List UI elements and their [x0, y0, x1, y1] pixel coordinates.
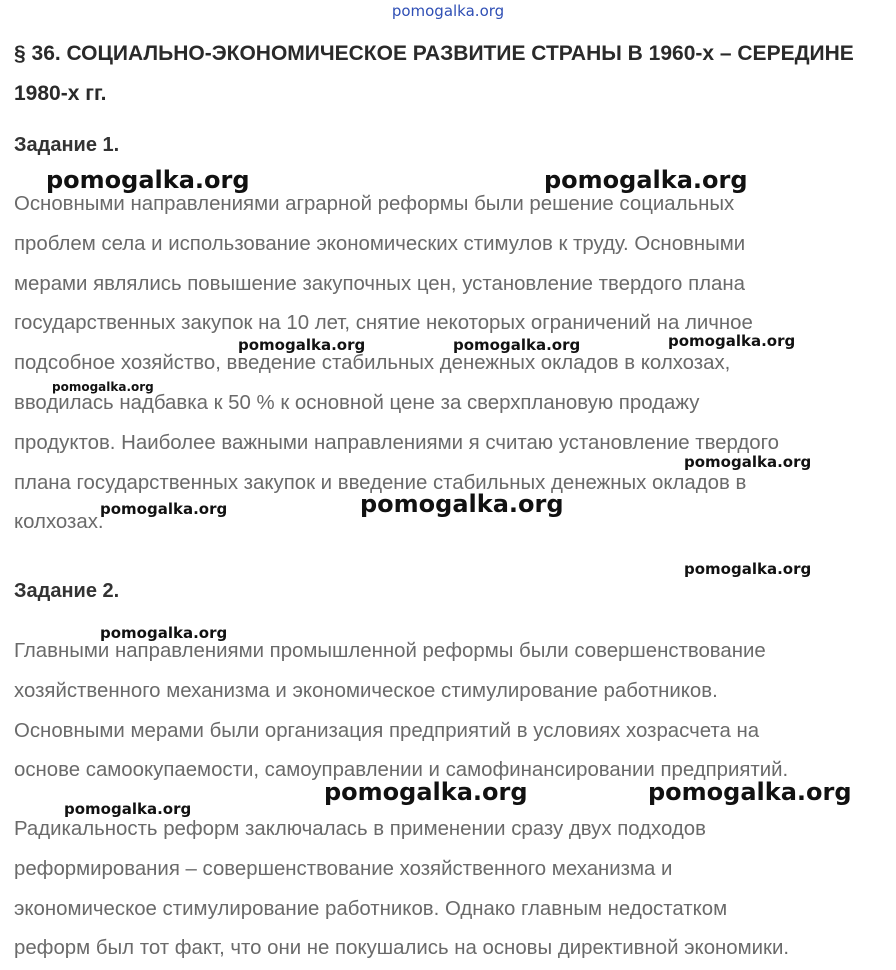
watermark: pomogalka.org — [360, 490, 564, 518]
text-line: государственных закупок на 10 лет, снятие некоторых ограничений на личное — [14, 312, 753, 335]
watermark: pomogalka.org — [324, 778, 528, 806]
text-line: экономическое стимулирование работников. Однако главным недостатком — [14, 897, 728, 920]
text-line: хозяйственного механизма и экономическое стимулирование работников. — [14, 679, 718, 702]
watermark: pomogalka.org — [668, 332, 796, 350]
watermark: pomogalka.org — [648, 778, 852, 806]
section-heading: § 36. СОЦИАЛЬНО-ЭКОНОМИЧЕСКОЕ РАЗВИТИЕ СТРАНЫ В 1960-х – СЕРЕДИНЕ 1980-х гг. — [14, 42, 854, 105]
watermark: pomogalka.org — [544, 166, 748, 194]
text-line: продуктов. Наиболее важными направлениями я считаю установление твердого — [14, 431, 779, 454]
text-line: Радикальность реформ заключалась в применении сразу двух подходов — [14, 818, 706, 840]
watermark: pomogalka.org — [453, 336, 581, 354]
text-line: Главными направлениями промышленной реформы были совершенствование — [14, 640, 766, 662]
text-line: Основными направлениями аграрной реформы были решение социальных — [14, 193, 735, 215]
watermark: pomogalka.org — [100, 624, 228, 642]
text-line: Основными мерами были организация предприятий в условиях хозрасчета на — [14, 719, 760, 742]
text-line: реформ был тот факт, что они не покушались на основы директивной экономики. — [14, 937, 790, 960]
watermark: pomogalka.org — [100, 500, 228, 518]
text-line: проблем села и использование экономических стимулов к труду. Основными — [14, 232, 746, 255]
task-1-title: Задание 1. — [14, 134, 120, 156]
watermark: pomogalka.org — [684, 453, 812, 471]
task-2-title: Задание 2. — [14, 580, 120, 602]
task-2-text-2 — [14, 810, 888, 969]
site-watermark-top: pomogalka.org — [391, 2, 505, 20]
watermark: pomogalka.org — [684, 560, 812, 578]
text-line: подсобное хозяйство, введение стабильных денежных окладов в колхозах, — [14, 352, 731, 375]
text-line: мерами являлись повышение закупочных цен, установление твердого плана — [14, 272, 745, 295]
watermark: pomogalka.org — [52, 380, 154, 394]
text-line: плана государственных закупок и введение стабильных денежных окладов в — [14, 471, 747, 494]
watermark: pomogalka.org — [46, 166, 250, 194]
text-line: вводилась надбавка к 50 % к основной цене за сверхплановую продажу — [14, 391, 700, 414]
watermark: pomogalka.org — [238, 336, 366, 354]
text-line: основе самоокупаемости, самоуправлении и самофинансировании предприятий. — [14, 759, 789, 782]
watermark: pomogalka.org — [64, 800, 192, 818]
task-2-text-1 — [14, 632, 888, 791]
text-line: реформирования – совершенствование хозяйственного механизма и — [14, 857, 673, 880]
text-line: колхозах. — [14, 511, 104, 534]
